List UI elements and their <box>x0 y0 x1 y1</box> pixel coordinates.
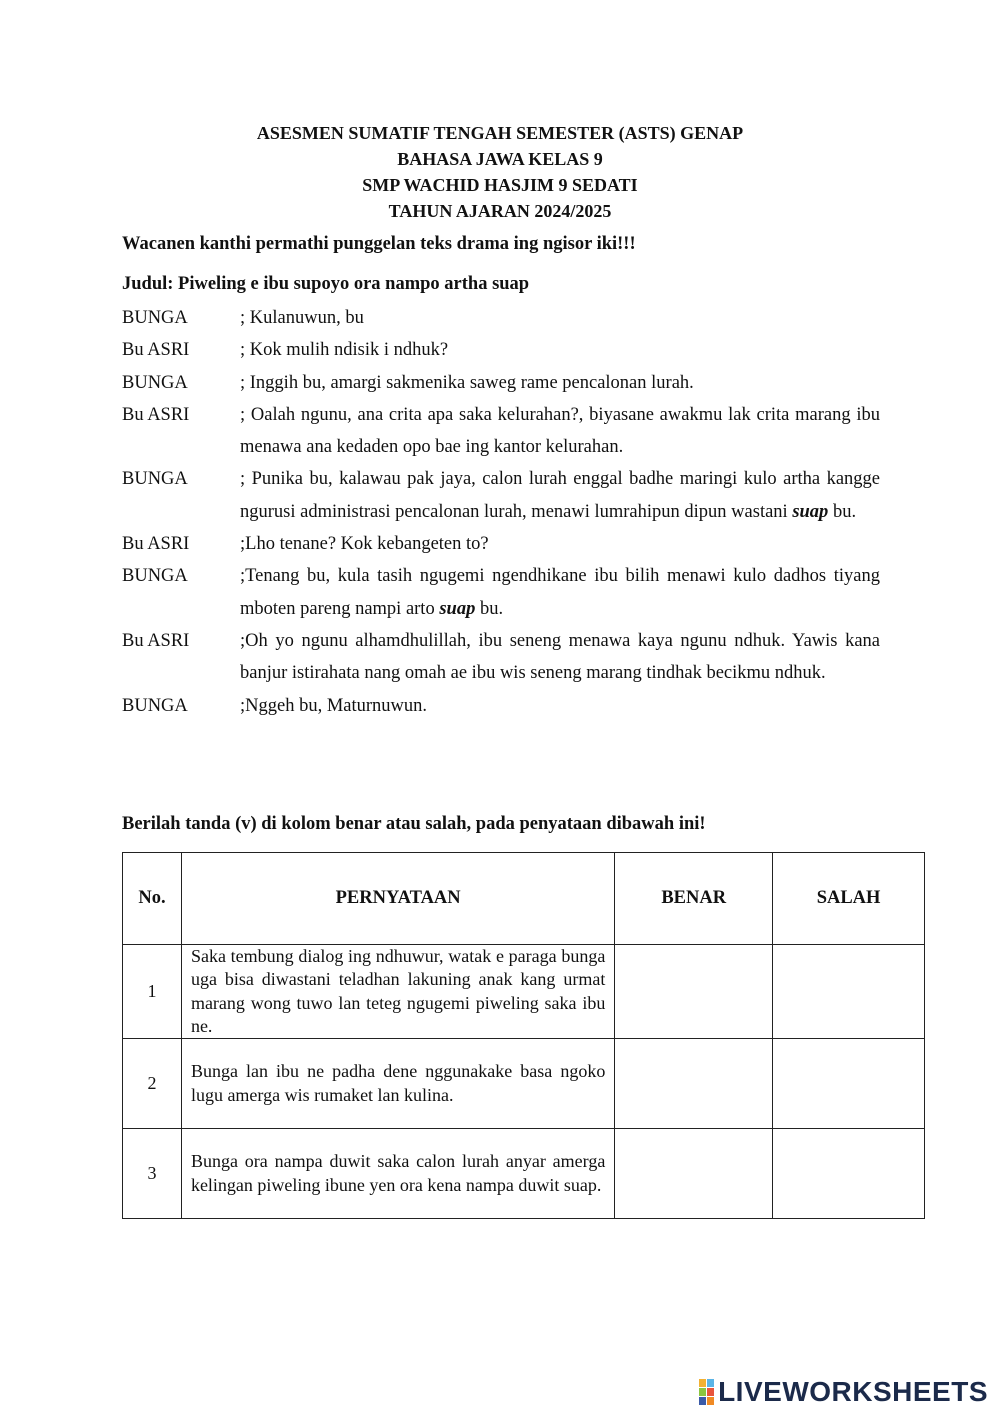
dialog-text <box>240 566 880 618</box>
true-answer-cell[interactable] <box>615 1129 773 1219</box>
dialog-text: ; Oalah ngunu, ana crita apa saka kelurahan?, biyasane awakmu lak crita marang ibu menawa ana kedaden opo bae ing kantor kelurahan. <box>240 404 880 458</box>
reading-instruction: Wacanen kanthi permathi punggelan teks drama ing ngisor iki!!! <box>122 234 636 254</box>
dialog-text-end: bu. <box>828 501 857 522</box>
dialog-text <box>240 469 880 521</box>
true-answer-cell[interactable] <box>615 945 773 1039</box>
table-row <box>123 945 925 1039</box>
dialog-text: ; Kok mulih ndisik i ndhuk? <box>240 340 449 361</box>
dialog-emphasis: suap <box>792 501 829 522</box>
dialog-text: ;Lho tenane? Kok kebangeten to? <box>240 534 489 555</box>
true-answer-cell[interactable] <box>615 1039 773 1129</box>
statement-table <box>122 852 925 1219</box>
logo-text: LIVEWORKSHEETS <box>718 1376 988 1407</box>
dialog-line <box>122 528 880 560</box>
row-statement: Saka tembung dialog ing ndhuwur, watak e paraga bunga uga bisa diwastani teladhan lakuning anak kang urmat marang wong tuwo lan teteg ngugemi piweling saka ibu ne. <box>181 945 614 1039</box>
dialog-text-main: ; Punika bu, kalawau pak jaya, calon lurah enggal badhe maringi kulo artha kangge ngurusi administrasi pencalonan lurah, menawi lumrahipun dipun wastani <box>240 469 880 522</box>
dialog-speaker: BUNGA <box>122 308 188 328</box>
logo-block <box>699 1388 706 1396</box>
dialog-speaker: BUNGA <box>122 372 188 393</box>
dialog-speaker: Bu ASRI <box>122 534 190 555</box>
dialog-line <box>122 302 880 334</box>
row-statement: Bunga lan ibu ne padha dene nggunakake basa ngoko lugu amerga wis rumaket lan kulina. <box>181 1039 614 1129</box>
table-row <box>123 1039 925 1129</box>
header-true: BENAR <box>615 853 773 945</box>
header-school: SMP WACHID HASJIM 9 SEDATI <box>362 175 638 195</box>
row-number: 3 <box>123 1129 182 1219</box>
dialog-text-end: bu. <box>475 598 504 619</box>
header-no: No. <box>123 853 182 945</box>
false-answer-cell[interactable] <box>773 1129 925 1219</box>
logo-block <box>699 1379 706 1387</box>
logo-block <box>707 1388 714 1396</box>
dialog-line <box>122 625 880 690</box>
drama-title: Judul: Piweling e ibu supoyo ora nampo artha suap <box>122 274 530 294</box>
dialog-line <box>122 560 880 625</box>
dialog-line <box>122 367 880 399</box>
dialog-text: ;Oh yo ngunu alhamdhulillah, ibu seneng menawa kaya ngunu ndhuk. Yawis kana banjur istirahata nang omah ae ibu wis seneng marang tindhak becikmu ndhuk. <box>240 630 880 684</box>
drama-dialog <box>122 302 880 722</box>
dialog-text-main: ;Tenang bu, kula tasih ngugemi ngendhikane ibu bilih menawi kulo dadhos tiyang mboten pareng nampi arto <box>240 566 880 619</box>
dialog-speaker: BUNGA <box>122 695 188 716</box>
row-statement: Bunga ora nampa duwit saka calon lurah anyar amerga kelingan piweling ibune yen ora kena nampa duwit suap. <box>181 1129 614 1219</box>
dialog-line <box>122 399 880 464</box>
document-header <box>0 120 1000 224</box>
logo-block <box>707 1397 714 1405</box>
dialog-line <box>122 334 880 366</box>
dialog-line <box>122 690 880 722</box>
logo-block <box>707 1379 714 1387</box>
table-instruction: Berilah tanda (v) di kolom benar atau salah, pada penyataan dibawah ini! <box>122 814 706 834</box>
header-year: TAHUN AJARAN 2024/2025 <box>388 201 612 221</box>
dialog-speaker: Bu ASRI <box>122 630 190 651</box>
dialog-text: ;Nggeh bu, Maturnuwun. <box>240 695 428 716</box>
row-number: 1 <box>123 945 182 1039</box>
header-subject: BAHASA JAWA KELAS 9 <box>397 149 603 169</box>
dialog-speaker: BUNGA <box>122 566 188 587</box>
dialog-emphasis: suap <box>439 598 476 619</box>
dialog-text: ; Inggih bu, amargi sakmenika saweg rame pencalonan lurah. <box>240 372 694 393</box>
header-statement: PERNYATAAN <box>181 853 614 945</box>
logo-icon <box>699 1379 714 1405</box>
dialog-speaker: Bu ASRI <box>122 340 190 361</box>
table-header-row <box>123 853 925 945</box>
row-number: 2 <box>123 1039 182 1129</box>
false-answer-cell[interactable] <box>773 1039 925 1129</box>
dialog-speaker: BUNGA <box>122 469 188 490</box>
dialog-text: ; Kulanuwun, bu <box>240 308 364 328</box>
logo-block <box>699 1397 706 1405</box>
liveworksheets-logo <box>699 1376 988 1408</box>
header-title: ASESMEN SUMATIF TENGAH SEMESTER (ASTS) GENAP <box>256 123 744 143</box>
dialog-line <box>122 463 880 528</box>
false-answer-cell[interactable] <box>773 945 925 1039</box>
table-row <box>123 1129 925 1219</box>
dialog-speaker: Bu ASRI <box>122 404 190 425</box>
header-false: SALAH <box>773 853 925 945</box>
